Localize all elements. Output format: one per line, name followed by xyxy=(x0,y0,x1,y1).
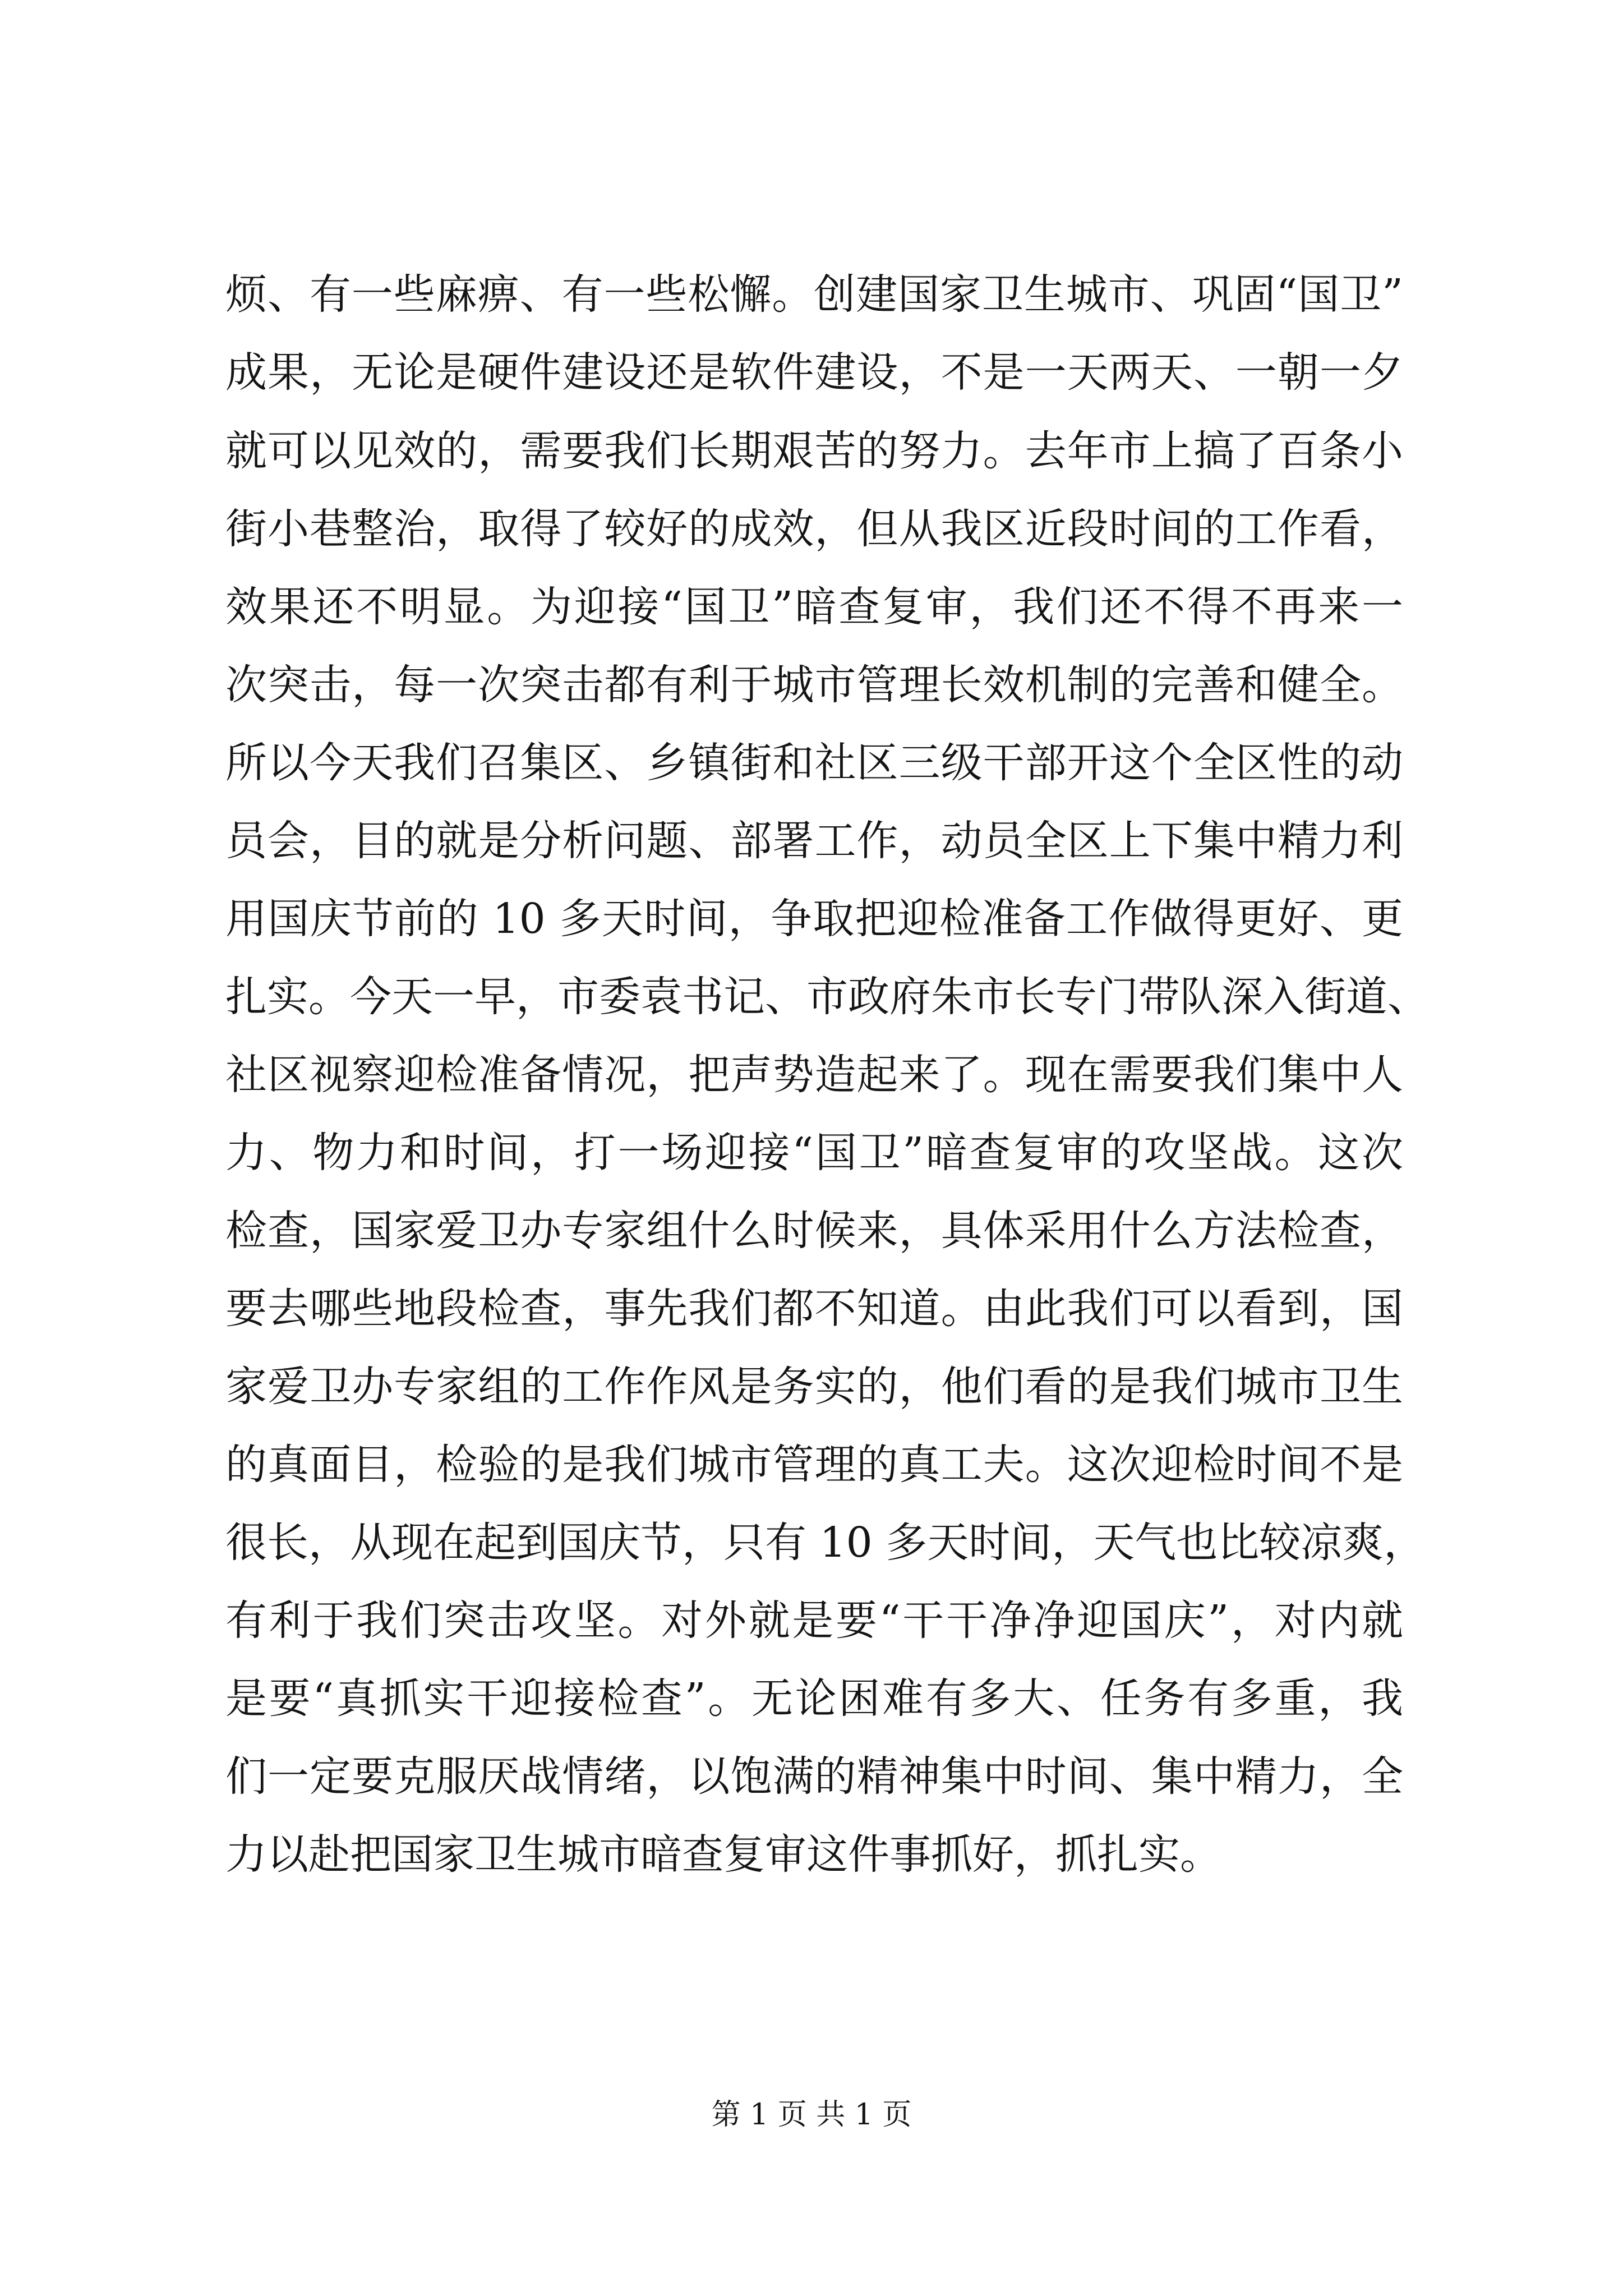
text-line: 社区视察迎检准备情况，把声势造起来了。现在需要我们集中人 xyxy=(225,1051,1403,1099)
text-line: 所以今天我们召集区、乡镇街和社区三级干部开这个全区性的动 xyxy=(225,739,1403,787)
text-line: 用国庆节前的 10 多天时间，争取把迎检准备工作做得更好、更 xyxy=(225,895,1403,943)
text-line: 次突击，每一次突击都有利于城市管理长效机制的完善和健全。 xyxy=(225,661,1403,709)
text-line: 有利于我们突击攻坚。对外就是要“干干净净迎国庆”，对内就 xyxy=(225,1596,1403,1645)
text-line: 要去哪些地段检查，事先我们都不知道。由此我们可以看到，国 xyxy=(225,1285,1403,1333)
text-line: 烦、有一些麻痹、有一些松懈。创建国家卫生城市、巩固“国卫” xyxy=(225,270,1403,319)
text-line: 效果还不明显。为迎接“国卫”暗查复审，我们还不得不再来一 xyxy=(225,583,1403,631)
text-line: 是要“真抓实干迎接检查”。无论困难有多大、任务有多重，我 xyxy=(225,1674,1403,1723)
text-line: 家爱卫办专家组的工作作风是务实的，他们看的是我们城市卫生 xyxy=(225,1363,1403,1411)
text-line: 检查，国家爱卫办专家组什么时候来，具体采用什么方法检查， xyxy=(225,1207,1403,1255)
page-footer: 第 1 页 共 1 页 xyxy=(711,2098,912,2132)
text-line: 就可以见效的，需要我们长期艰苦的努力。去年市上搞了百条小 xyxy=(225,427,1403,475)
text-line: 扎实。今天一早，市委袁书记、市政府朱市长专门带队深入街道、 xyxy=(225,973,1429,1021)
text-line: 员会，目的就是分析问题、部署工作，动员全区上下集中精力利 xyxy=(225,817,1403,865)
text-line: 力、物力和时间，打一场迎接“国卫”暗查复审的攻坚战。这次 xyxy=(225,1129,1403,1177)
text-line: 们一定要克服厌战情绪，以饱满的精神集中时间、集中精力，全 xyxy=(225,1752,1403,1801)
text-line: 力以赴把国家卫生城市暗查复审这件事抓好，抓扎实。 xyxy=(225,1830,1221,1879)
text-line: 成果，无论是硬件建设还是软件建设，不是一天两天、一朝一夕 xyxy=(225,348,1403,397)
text-line: 很长，从现在起到国庆节，只有 10 多天时间，天气也比较凉爽， xyxy=(225,1519,1426,1567)
text-line: 街小巷整治，取得了较好的成效，但从我区近段时间的工作看， xyxy=(225,505,1403,553)
text-line: 的真面目，检验的是我们城市管理的真工夫。这次迎检时间不是 xyxy=(225,1441,1403,1489)
